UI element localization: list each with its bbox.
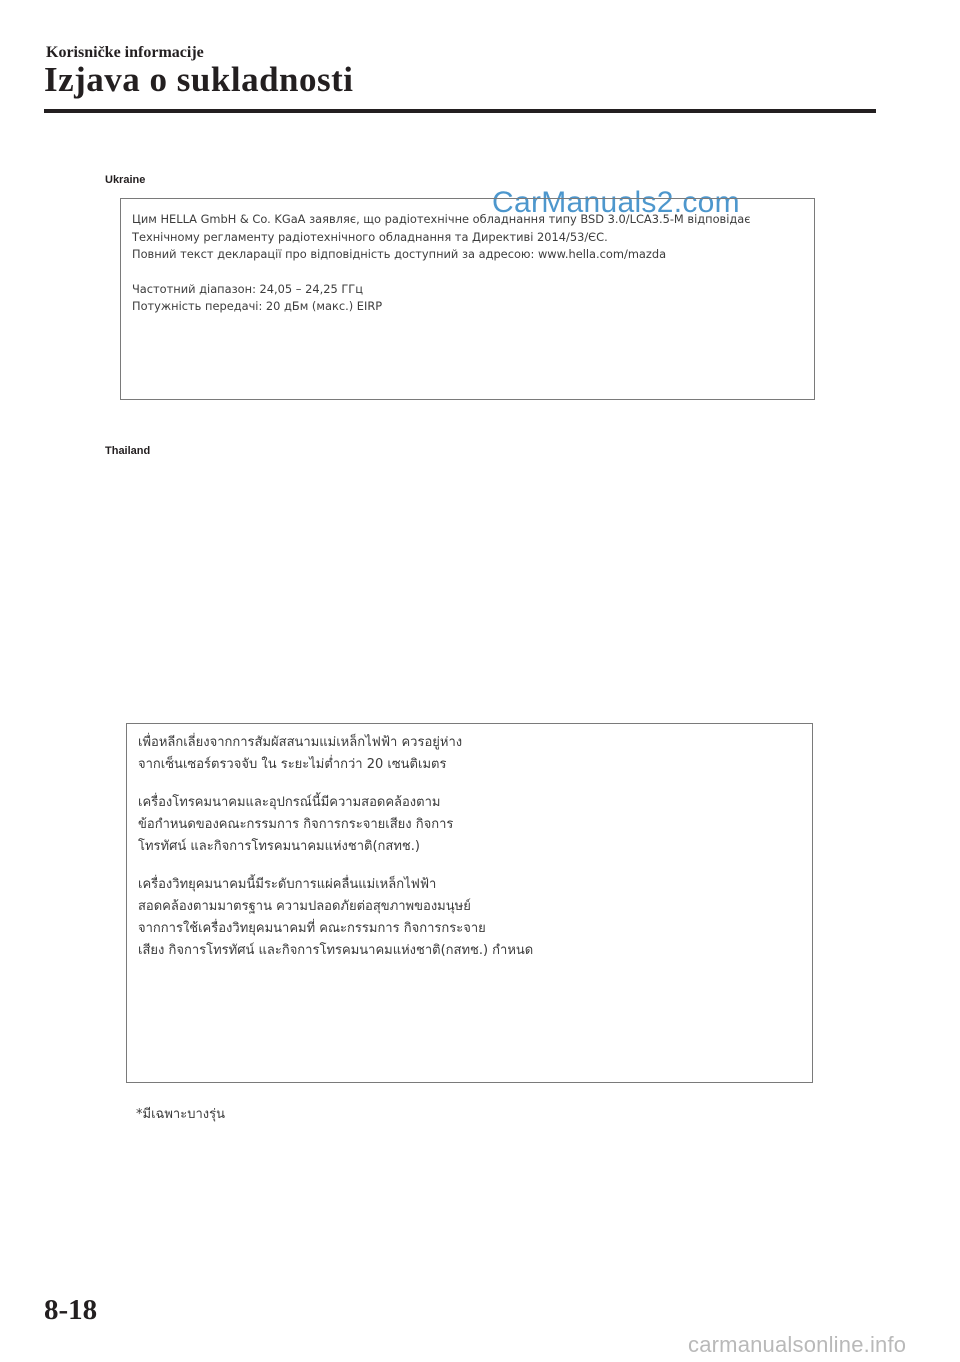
title-rule: [44, 109, 876, 113]
section-label: Korisničke informacije: [46, 44, 204, 61]
thai-line: เครื่องโทรคมนาคมและอุปกรณ์นี้มีความสอดคล้องตาม: [138, 795, 441, 810]
region-label-ukraine: Ukraine: [105, 174, 146, 186]
watermark-carmanuals2: CarManuals2.com: [492, 186, 740, 219]
footnote: *มีเฉพาะบางรุ่น: [136, 1107, 225, 1122]
ukraine-line: Потужність передачі: 20 дБм (макс.) EIRP: [132, 299, 383, 313]
ukraine-line: Технічному регламенту радіотехнічного обладнання та Директиві 2014/53/ЄС.: [132, 229, 608, 244]
region-label-thailand: Thailand: [105, 445, 151, 457]
thailand-declaration-box: [126, 723, 813, 1083]
ukraine-declaration-box: [120, 198, 815, 400]
thai-line: สอดคล้องตามมาตรฐาน ความปลอดภัยต่อสุขภาพของมนุษย์: [138, 899, 471, 914]
thai-line: เครื่องวิทยุคมนาคมนี้มีระดับการแผ่คลื่นแม่เหล็กไฟฟ้า: [138, 877, 437, 892]
page-number: 8-18: [44, 1294, 98, 1326]
ukraine-line: Цим HELLA GmbH & Co. KGaA заявляє, що радіотехнічне обладнання типу BSD 3.0/LCA3.5-M відповідає: [132, 212, 751, 226]
thai-line: เพื่อหลีกเลี่ยงจากการสัมผัสสนามแม่เหล็กไฟฟ้า ควรอยู่ห่าง: [138, 735, 463, 750]
thai-line: โทรทัศน์ และกิจการโทรคมนาคมแห่งชาติ(กสทช.): [138, 839, 420, 854]
thai-line: เสียง กิจการโทรทัศน์ และกิจการโทรคมนาคมแห่งชาติ(กสทช.) กำหนด: [138, 943, 534, 958]
page-title: Izjava o sukladnosti: [44, 60, 354, 99]
watermark-carmanualsonline: carmanualsonline.info: [688, 1332, 907, 1357]
thai-line: จากการใช้เครื่องวิทยุคมนาคมที่ คณะกรรมการ กิจการกระจาย: [138, 921, 486, 936]
thai-line: ข้อกำหนดของคณะกรรมการ กิจการกระจายเสียง กิจการ: [138, 817, 454, 832]
ukraine-line: Повний текст декларації про відповідність доступний за адресою: www.hella.com/mazda: [132, 247, 667, 261]
ukraine-line: Частотний діапазон: 24,05 – 24,25 ГГц: [132, 281, 363, 296]
thai-line: จากเซ็นเซอร์ตรวจจับ ใน ระยะไม่ต่ำกว่า 20 เซนติเมตร: [138, 757, 447, 772]
